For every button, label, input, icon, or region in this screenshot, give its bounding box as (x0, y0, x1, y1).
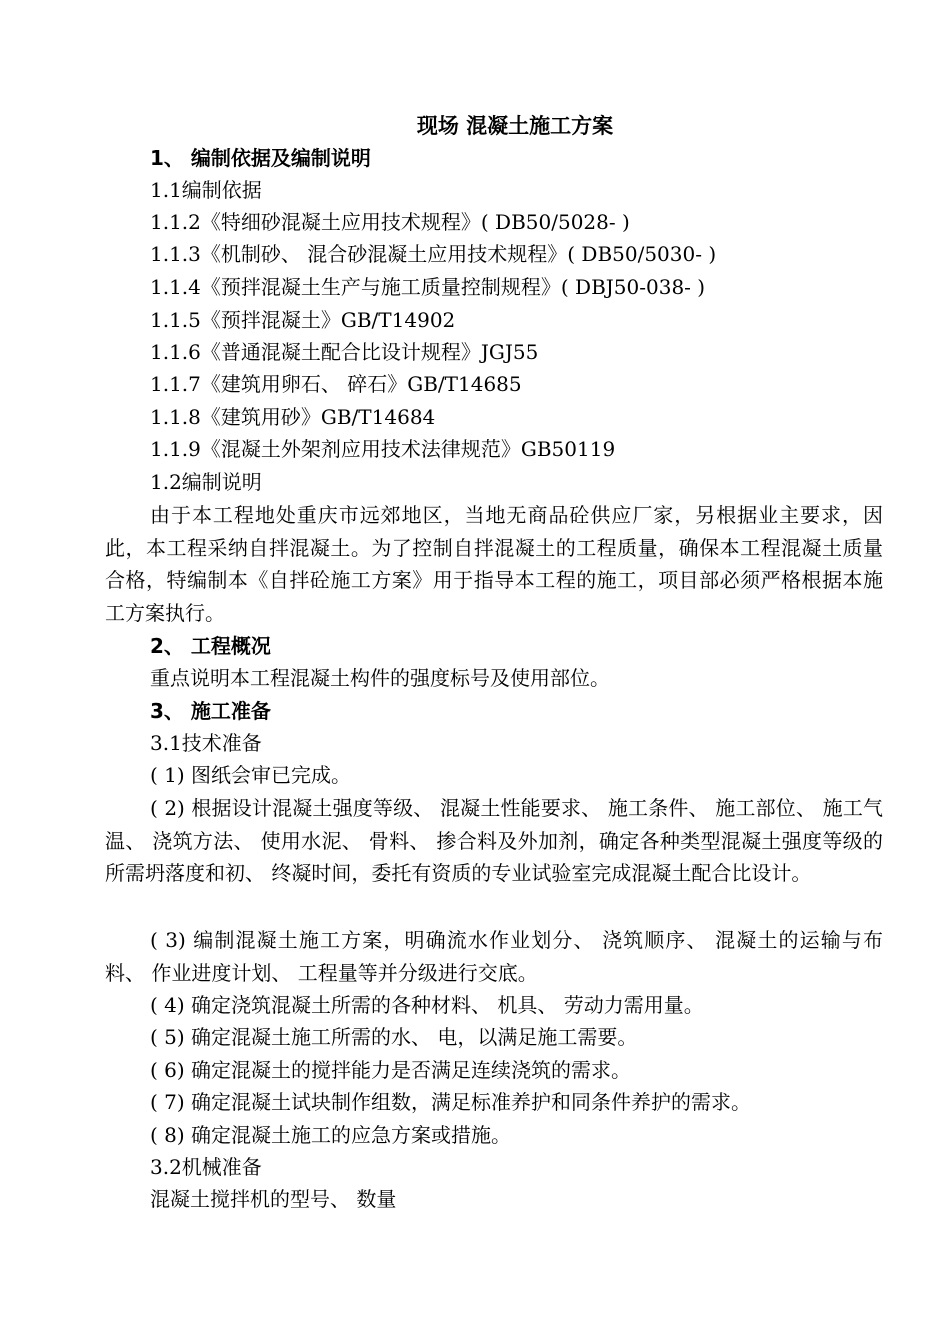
prep-item: ( 5) 确定混凝土施工所需的水、 电，以满足施工需要。 (150, 1025, 638, 1049)
reference-item: 1.1.9《混凝土外架剂应用技术法律规范》GB50119 (150, 437, 616, 461)
overview-text: 重点说明本工程混凝土构件的强度标号及使用部位。 (150, 666, 610, 690)
section-2-heading: 2、 工程概况 (150, 634, 271, 658)
prep-item: ( 4) 确定浇筑混凝土所需的各种材料、 机具、 劳动力需用量。 (150, 993, 704, 1017)
prep-item: ( 1) 图纸会审已完成。 (150, 763, 352, 787)
prep-item: ( 6) 确定混凝土的搅拌能力是否满足连续浇筑的需求。 (150, 1058, 632, 1082)
reference-item: 1.1.6《普通混凝土配合比设计规程》JGJ55 (150, 340, 539, 364)
prep-item: ( 8) 确定混凝土施工的应急方案或措施。 (150, 1123, 512, 1147)
subsection-3-1: 3.1技术准备 (150, 731, 262, 755)
reference-item: 1.1.8《建筑用砂》GB/T14684 (150, 405, 436, 429)
subsection-1-1: 1.1编制依据 (150, 178, 262, 202)
subsection-3-2: 3.2机械准备 (150, 1155, 262, 1179)
section-1-heading: 1、 编制依据及编制说明 (150, 146, 371, 170)
reference-item: 1.1.3《机制砂、 混合砂混凝土应用技术规程》( DB50/5030- ) (150, 242, 717, 266)
prep-item: ( 2) 根据设计混凝土强度等级、 混凝土性能要求、 施工条件、 施工部位、 施工气温、 浇筑方法、 使用水泥、 骨料、 掺合料及外加剂，确定各种类型混凝土强度等级的所需坍落度和初、 终凝时间，委托有资质的专业试验室完成混凝土配合比设计。 (105, 796, 883, 885)
mech-text: 混凝土搅拌机的型号、 数量 (150, 1187, 397, 1211)
subsection-1-2: 1.2编制说明 (150, 470, 262, 494)
prep-item: ( 7) 确定混凝土试块制作组数，满足标准养护和同条件养护的需求。 (150, 1090, 752, 1114)
prep-item: ( 3) 编制混凝土施工方案，明确流水作业划分、 浇筑顺序、 混凝土的运输与布料、 作业进度计划、 工程量等并分级进行交底。 (105, 928, 883, 985)
reference-item: 1.1.2《特细砂混凝土应用技术规程》( DB50/5028- ) (150, 210, 630, 234)
document-title: 现场 混凝土施工方案 (416, 114, 614, 138)
reference-item: 1.1.4《预拌混凝土生产与施工质量控制规程》( DBJ50-038- ) (150, 275, 706, 299)
reference-item: 1.1.5《预拌混凝土》GB/T14902 (150, 308, 456, 332)
reference-item: 1.1.7《建筑用卵石、 碎石》GB/T14685 (150, 372, 522, 396)
description-paragraph: 由于本工程地处重庆市远郊地区，当地无商品砼供应厂家，另根据业主要求，因此，本工程采纳自拌混凝土。为了控制自拌混凝土的工程质量，确保本工程混凝土质量合格，特编制本《自拌砼施工方案》用于指导本工程的施工，项目部必须严格根据本施工方案执行。 (105, 503, 883, 625)
section-3-heading: 3、 施工准备 (150, 699, 271, 723)
